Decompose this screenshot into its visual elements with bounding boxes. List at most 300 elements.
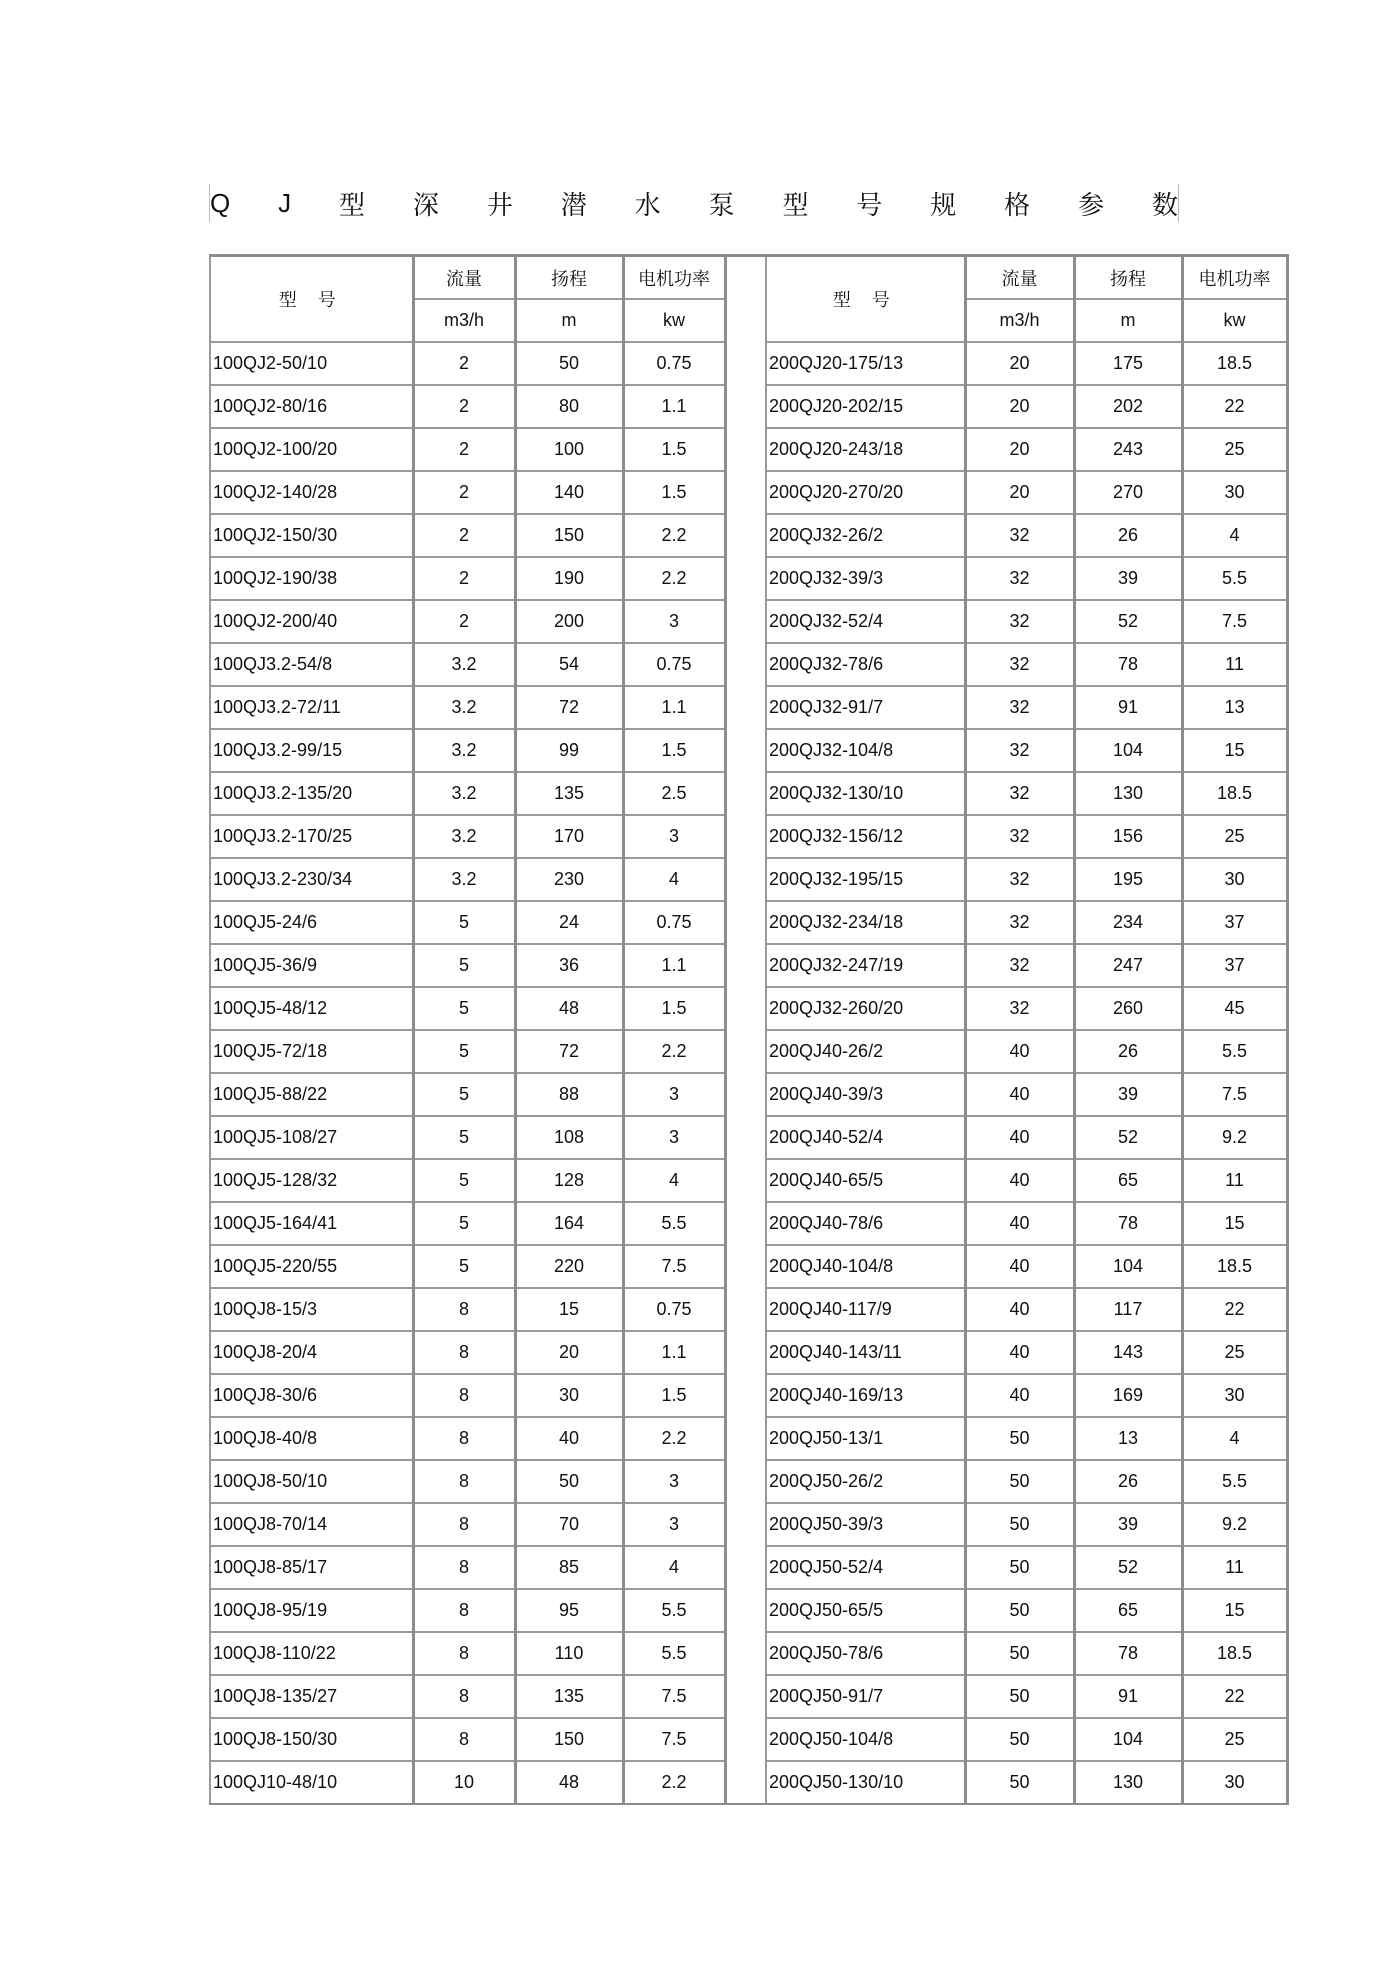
model-cell: 100QJ5-72/18 xyxy=(210,1030,413,1073)
table-row xyxy=(210,1589,1287,1632)
table-row xyxy=(210,1761,1287,1804)
model-cell: 100QJ8-95/19 xyxy=(210,1589,413,1632)
power-cell: 18.5 xyxy=(1182,342,1287,385)
table-row xyxy=(210,557,1287,600)
power-cell: 3 xyxy=(623,600,725,643)
table-row xyxy=(210,385,1287,428)
column-gap xyxy=(725,1460,766,1503)
power-cell: 5.5 xyxy=(623,1589,725,1632)
head-cell: 20 xyxy=(515,1331,623,1374)
title-char: 水 xyxy=(634,189,661,220)
flow-cell: 5 xyxy=(413,1202,515,1245)
table-row xyxy=(210,1116,1287,1159)
model-cell: 200QJ20-270/20 xyxy=(766,471,965,514)
flow-header: 流量 xyxy=(965,256,1074,300)
head-cell: 50 xyxy=(515,342,623,385)
table-row xyxy=(210,1675,1287,1718)
power-cell: 2.2 xyxy=(623,1030,725,1073)
power-cell: 9.2 xyxy=(1182,1116,1287,1159)
model-cell: 100QJ3.2-135/20 xyxy=(210,772,413,815)
column-gap xyxy=(725,1030,766,1073)
power-cell: 15 xyxy=(1182,729,1287,772)
head-header: 扬程 xyxy=(515,256,623,300)
column-gap xyxy=(725,1718,766,1761)
head-cell: 26 xyxy=(1074,1460,1182,1503)
power-cell: 5.5 xyxy=(1182,1460,1287,1503)
flow-cell: 8 xyxy=(413,1288,515,1331)
model-cell: 100QJ5-108/27 xyxy=(210,1116,413,1159)
flow-cell: 32 xyxy=(965,944,1074,987)
power-cell: 3 xyxy=(623,1073,725,1116)
flow-cell: 5 xyxy=(413,944,515,987)
flow-cell: 5 xyxy=(413,1245,515,1288)
head-cell: 95 xyxy=(515,1589,623,1632)
flow-unit: m3/h xyxy=(965,299,1074,342)
title-char: 深 xyxy=(412,189,439,220)
flow-cell: 8 xyxy=(413,1331,515,1374)
table-row xyxy=(210,514,1287,557)
flow-cell: 32 xyxy=(965,901,1074,944)
power-cell: 1.1 xyxy=(623,385,725,428)
title-char: Q xyxy=(210,187,231,218)
power-cell: 2.2 xyxy=(623,1761,725,1804)
column-gap xyxy=(725,686,766,729)
flow-cell: 32 xyxy=(965,557,1074,600)
model-cell: 200QJ40-65/5 xyxy=(766,1159,965,1202)
flow-cell: 40 xyxy=(965,1159,1074,1202)
column-gap xyxy=(725,1417,766,1460)
head-cell: 36 xyxy=(515,944,623,987)
head-cell: 52 xyxy=(1074,1116,1182,1159)
power-cell: 11 xyxy=(1182,643,1287,686)
flow-cell: 20 xyxy=(965,471,1074,514)
head-cell: 202 xyxy=(1074,385,1182,428)
title-char: 井 xyxy=(486,189,513,220)
head-cell: 104 xyxy=(1074,1718,1182,1761)
flow-cell: 20 xyxy=(965,385,1074,428)
model-cell: 200QJ50-39/3 xyxy=(766,1503,965,1546)
title-char: 泵 xyxy=(708,189,735,220)
head-cell: 65 xyxy=(1074,1589,1182,1632)
model-cell: 200QJ32-260/20 xyxy=(766,987,965,1030)
model-cell: 200QJ32-91/7 xyxy=(766,686,965,729)
column-gap xyxy=(725,385,766,428)
power-cell: 2.5 xyxy=(623,772,725,815)
flow-cell: 40 xyxy=(965,1073,1074,1116)
head-cell: 164 xyxy=(515,1202,623,1245)
power-cell: 3 xyxy=(623,815,725,858)
head-cell: 135 xyxy=(515,1675,623,1718)
table-row xyxy=(210,1632,1287,1675)
table-row xyxy=(210,1159,1287,1202)
head-cell: 70 xyxy=(515,1503,623,1546)
table-row xyxy=(210,600,1287,643)
flow-cell: 3.2 xyxy=(413,772,515,815)
model-cell: 100QJ3.2-54/8 xyxy=(210,643,413,686)
flow-cell: 8 xyxy=(413,1675,515,1718)
power-cell: 4 xyxy=(623,1546,725,1589)
title-char: 号 xyxy=(856,189,883,220)
column-gap xyxy=(725,1245,766,1288)
title-char: 型 xyxy=(339,189,366,220)
model-cell: 100QJ2-190/38 xyxy=(210,557,413,600)
power-cell: 45 xyxy=(1182,987,1287,1030)
model-cell: 100QJ8-50/10 xyxy=(210,1460,413,1503)
power-cell: 0.75 xyxy=(623,901,725,944)
head-cell: 13 xyxy=(1074,1417,1182,1460)
head-cell: 143 xyxy=(1074,1331,1182,1374)
power-cell: 2.2 xyxy=(623,514,725,557)
flow-cell: 20 xyxy=(965,342,1074,385)
flow-cell: 40 xyxy=(965,1202,1074,1245)
head-cell: 72 xyxy=(515,686,623,729)
model-cell: 200QJ40-143/11 xyxy=(766,1331,965,1374)
model-cell: 100QJ5-128/32 xyxy=(210,1159,413,1202)
column-gap xyxy=(725,1288,766,1331)
table-row xyxy=(210,1030,1287,1073)
table-row xyxy=(210,1245,1287,1288)
flow-cell: 32 xyxy=(965,600,1074,643)
power-cell: 37 xyxy=(1182,901,1287,944)
model-cell: 100QJ10-48/10 xyxy=(210,1761,413,1804)
head-cell: 117 xyxy=(1074,1288,1182,1331)
table-row xyxy=(210,1288,1287,1331)
power-header: 电机功率 xyxy=(623,256,725,300)
table-row xyxy=(210,1718,1287,1761)
power-cell: 5.5 xyxy=(623,1202,725,1245)
power-cell: 22 xyxy=(1182,1288,1287,1331)
head-cell: 150 xyxy=(515,1718,623,1761)
power-cell: 18.5 xyxy=(1182,1245,1287,1288)
power-cell: 15 xyxy=(1182,1589,1287,1632)
table-row xyxy=(210,1546,1287,1589)
model-cell: 200QJ50-104/8 xyxy=(766,1718,965,1761)
model-cell: 200QJ40-117/9 xyxy=(766,1288,965,1331)
power-cell: 25 xyxy=(1182,1331,1287,1374)
model-cell: 100QJ8-110/22 xyxy=(210,1632,413,1675)
table-row xyxy=(210,1503,1287,1546)
model-cell: 200QJ50-13/1 xyxy=(766,1417,965,1460)
flow-cell: 40 xyxy=(965,1030,1074,1073)
model-cell: 100QJ2-80/16 xyxy=(210,385,413,428)
power-cell: 18.5 xyxy=(1182,772,1287,815)
power-cell: 1.1 xyxy=(623,944,725,987)
head-cell: 135 xyxy=(515,772,623,815)
head-cell: 104 xyxy=(1074,729,1182,772)
power-cell: 2.2 xyxy=(623,1417,725,1460)
model-cell: 200QJ32-26/2 xyxy=(766,514,965,557)
column-gap xyxy=(725,1589,766,1632)
power-cell: 3 xyxy=(623,1116,725,1159)
model-cell: 200QJ40-39/3 xyxy=(766,1073,965,1116)
model-cell: 200QJ40-52/4 xyxy=(766,1116,965,1159)
flow-cell: 50 xyxy=(965,1718,1074,1761)
head-cell: 65 xyxy=(1074,1159,1182,1202)
model-cell: 200QJ40-104/8 xyxy=(766,1245,965,1288)
model-cell: 200QJ50-130/10 xyxy=(766,1761,965,1804)
power-cell: 22 xyxy=(1182,385,1287,428)
model-cell: 200QJ50-65/5 xyxy=(766,1589,965,1632)
flow-cell: 5 xyxy=(413,987,515,1030)
column-gap xyxy=(725,1761,766,1804)
model-cell: 200QJ50-91/7 xyxy=(766,1675,965,1718)
model-cell: 100QJ3.2-170/25 xyxy=(210,815,413,858)
column-gap xyxy=(725,643,766,686)
power-cell: 4 xyxy=(1182,1417,1287,1460)
model-header: 型 号 xyxy=(210,256,413,343)
model-cell: 200QJ50-26/2 xyxy=(766,1460,965,1503)
power-cell: 22 xyxy=(1182,1675,1287,1718)
column-gap xyxy=(725,256,766,343)
head-cell: 52 xyxy=(1074,1546,1182,1589)
head-cell: 30 xyxy=(515,1374,623,1417)
spec-table xyxy=(209,254,1289,1805)
flow-cell: 3.2 xyxy=(413,815,515,858)
head-cell: 130 xyxy=(1074,772,1182,815)
flow-cell: 50 xyxy=(965,1632,1074,1675)
flow-cell: 8 xyxy=(413,1546,515,1589)
power-cell: 3 xyxy=(623,1503,725,1546)
head-cell: 99 xyxy=(515,729,623,772)
flow-cell: 2 xyxy=(413,385,515,428)
power-cell: 5.5 xyxy=(1182,557,1287,600)
model-cell: 200QJ32-156/12 xyxy=(766,815,965,858)
table-row xyxy=(210,901,1287,944)
head-cell: 54 xyxy=(515,643,623,686)
power-unit: kw xyxy=(623,299,725,342)
head-cell: 39 xyxy=(1074,557,1182,600)
power-cell: 25 xyxy=(1182,815,1287,858)
flow-cell: 32 xyxy=(965,815,1074,858)
flow-cell: 5 xyxy=(413,1073,515,1116)
flow-cell: 40 xyxy=(965,1288,1074,1331)
power-cell: 25 xyxy=(1182,428,1287,471)
flow-cell: 50 xyxy=(965,1417,1074,1460)
table-row xyxy=(210,1331,1287,1374)
flow-cell: 5 xyxy=(413,1116,515,1159)
power-cell: 1.5 xyxy=(623,428,725,471)
power-cell: 2.2 xyxy=(623,557,725,600)
flow-cell: 8 xyxy=(413,1718,515,1761)
head-cell: 15 xyxy=(515,1288,623,1331)
table-row xyxy=(210,729,1287,772)
power-cell: 1.5 xyxy=(623,1374,725,1417)
column-gap xyxy=(725,1331,766,1374)
flow-cell: 32 xyxy=(965,514,1074,557)
title-char: 规 xyxy=(930,189,957,220)
flow-cell: 8 xyxy=(413,1632,515,1675)
head-cell: 156 xyxy=(1074,815,1182,858)
model-cell: 100QJ8-15/3 xyxy=(210,1288,413,1331)
head-cell: 72 xyxy=(515,1030,623,1073)
flow-cell: 5 xyxy=(413,1159,515,1202)
head-unit: m xyxy=(515,299,623,342)
power-cell: 1.1 xyxy=(623,686,725,729)
flow-cell: 32 xyxy=(965,772,1074,815)
head-header: 扬程 xyxy=(1074,256,1182,300)
title-char: 数 xyxy=(1151,189,1178,220)
power-cell: 1.5 xyxy=(623,471,725,514)
power-unit: kw xyxy=(1182,299,1287,342)
flow-cell: 32 xyxy=(965,686,1074,729)
power-cell: 5.5 xyxy=(1182,1030,1287,1073)
column-gap xyxy=(725,815,766,858)
head-cell: 52 xyxy=(1074,600,1182,643)
power-cell: 7.5 xyxy=(1182,1073,1287,1116)
head-cell: 88 xyxy=(515,1073,623,1116)
column-gap xyxy=(725,1202,766,1245)
head-cell: 91 xyxy=(1074,686,1182,729)
column-gap xyxy=(725,1503,766,1546)
column-gap xyxy=(725,557,766,600)
model-cell: 100QJ2-200/40 xyxy=(210,600,413,643)
head-cell: 26 xyxy=(1074,514,1182,557)
title-char: 格 xyxy=(1004,189,1031,220)
table-row xyxy=(210,342,1287,385)
flow-cell: 40 xyxy=(965,1374,1074,1417)
power-cell: 0.75 xyxy=(623,342,725,385)
model-cell: 200QJ32-234/18 xyxy=(766,901,965,944)
head-cell: 220 xyxy=(515,1245,623,1288)
table-row xyxy=(210,1073,1287,1116)
model-cell: 100QJ5-48/12 xyxy=(210,987,413,1030)
column-gap xyxy=(725,1073,766,1116)
power-cell: 15 xyxy=(1182,1202,1287,1245)
head-cell: 200 xyxy=(515,600,623,643)
head-cell: 108 xyxy=(515,1116,623,1159)
column-gap xyxy=(725,514,766,557)
model-cell: 200QJ32-104/8 xyxy=(766,729,965,772)
model-cell: 200QJ40-169/13 xyxy=(766,1374,965,1417)
power-cell: 1.1 xyxy=(623,1331,725,1374)
head-cell: 140 xyxy=(515,471,623,514)
head-cell: 48 xyxy=(515,1761,623,1804)
flow-cell: 2 xyxy=(413,600,515,643)
header-row xyxy=(210,256,1287,300)
power-cell: 0.75 xyxy=(623,643,725,686)
title-char: 潜 xyxy=(560,189,587,220)
flow-cell: 3.2 xyxy=(413,686,515,729)
flow-cell: 2 xyxy=(413,514,515,557)
column-gap xyxy=(725,729,766,772)
flow-cell: 50 xyxy=(965,1460,1074,1503)
head-cell: 100 xyxy=(515,428,623,471)
table-row xyxy=(210,815,1287,858)
flow-cell: 5 xyxy=(413,1030,515,1073)
flow-header: 流量 xyxy=(413,256,515,300)
power-cell: 30 xyxy=(1182,1761,1287,1804)
table-row xyxy=(210,471,1287,514)
flow-cell: 3.2 xyxy=(413,858,515,901)
power-cell: 30 xyxy=(1182,858,1287,901)
flow-cell: 50 xyxy=(965,1761,1074,1804)
table-row xyxy=(210,1202,1287,1245)
head-cell: 175 xyxy=(1074,342,1182,385)
model-cell: 200QJ32-247/19 xyxy=(766,944,965,987)
table-row xyxy=(210,686,1287,729)
model-cell: 100QJ3.2-230/34 xyxy=(210,858,413,901)
model-cell: 100QJ2-140/28 xyxy=(210,471,413,514)
flow-cell: 50 xyxy=(965,1589,1074,1632)
power-cell: 18.5 xyxy=(1182,1632,1287,1675)
power-cell: 30 xyxy=(1182,471,1287,514)
head-cell: 78 xyxy=(1074,643,1182,686)
head-cell: 169 xyxy=(1074,1374,1182,1417)
power-cell: 4 xyxy=(623,858,725,901)
model-cell: 100QJ2-150/30 xyxy=(210,514,413,557)
head-cell: 104 xyxy=(1074,1245,1182,1288)
model-cell: 200QJ40-26/2 xyxy=(766,1030,965,1073)
head-cell: 195 xyxy=(1074,858,1182,901)
power-header: 电机功率 xyxy=(1182,256,1287,300)
flow-cell: 8 xyxy=(413,1503,515,1546)
model-cell: 200QJ20-243/18 xyxy=(766,428,965,471)
table-row xyxy=(210,987,1287,1030)
head-cell: 150 xyxy=(515,514,623,557)
power-cell: 37 xyxy=(1182,944,1287,987)
model-cell: 200QJ20-175/13 xyxy=(766,342,965,385)
head-cell: 243 xyxy=(1074,428,1182,471)
model-cell: 100QJ8-70/14 xyxy=(210,1503,413,1546)
flow-cell: 32 xyxy=(965,729,1074,772)
table-row xyxy=(210,1460,1287,1503)
model-cell: 200QJ32-39/3 xyxy=(766,557,965,600)
flow-cell: 50 xyxy=(965,1503,1074,1546)
power-cell: 7.5 xyxy=(1182,600,1287,643)
power-cell: 7.5 xyxy=(623,1718,725,1761)
power-cell: 4 xyxy=(1182,514,1287,557)
head-cell: 39 xyxy=(1074,1073,1182,1116)
head-cell: 234 xyxy=(1074,901,1182,944)
column-gap xyxy=(725,1374,766,1417)
head-cell: 128 xyxy=(515,1159,623,1202)
flow-cell: 32 xyxy=(965,643,1074,686)
model-cell: 100QJ2-100/20 xyxy=(210,428,413,471)
flow-cell: 5 xyxy=(413,901,515,944)
flow-cell: 2 xyxy=(413,557,515,600)
head-cell: 190 xyxy=(515,557,623,600)
head-cell: 247 xyxy=(1074,944,1182,987)
power-cell: 11 xyxy=(1182,1546,1287,1589)
model-cell: 100QJ8-40/8 xyxy=(210,1417,413,1460)
column-gap xyxy=(725,1116,766,1159)
head-cell: 40 xyxy=(515,1417,623,1460)
head-cell: 230 xyxy=(515,858,623,901)
model-cell: 200QJ32-195/15 xyxy=(766,858,965,901)
head-cell: 78 xyxy=(1074,1632,1182,1675)
model-cell: 100QJ5-36/9 xyxy=(210,944,413,987)
column-gap xyxy=(725,1632,766,1675)
power-cell: 1.5 xyxy=(623,729,725,772)
head-cell: 170 xyxy=(515,815,623,858)
column-gap xyxy=(725,600,766,643)
head-cell: 48 xyxy=(515,987,623,1030)
table-row xyxy=(210,1417,1287,1460)
column-gap xyxy=(725,1546,766,1589)
flow-cell: 40 xyxy=(965,1116,1074,1159)
column-gap xyxy=(725,471,766,514)
model-cell: 100QJ3.2-72/11 xyxy=(210,686,413,729)
table-row xyxy=(210,772,1287,815)
column-gap xyxy=(725,1675,766,1718)
power-cell: 0.75 xyxy=(623,1288,725,1331)
power-cell: 9.2 xyxy=(1182,1503,1287,1546)
power-cell: 30 xyxy=(1182,1374,1287,1417)
head-unit: m xyxy=(1074,299,1182,342)
model-cell: 100QJ8-135/27 xyxy=(210,1675,413,1718)
model-cell: 200QJ40-78/6 xyxy=(766,1202,965,1245)
head-cell: 39 xyxy=(1074,1503,1182,1546)
